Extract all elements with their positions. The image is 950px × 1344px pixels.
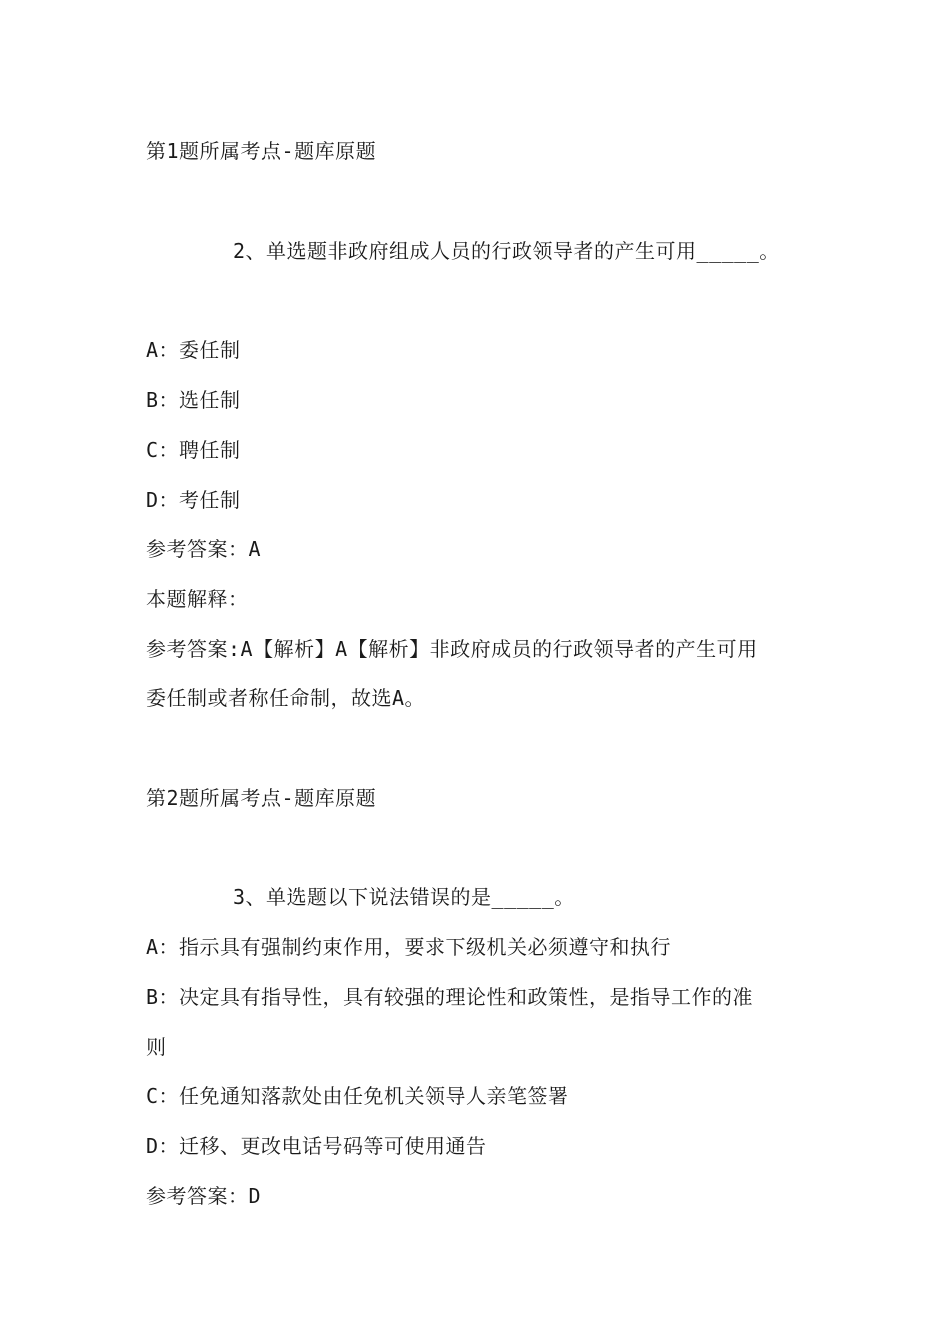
question-3-option-a: A：指示具有强制约束作用，要求下级机关必须遵守和执行 bbox=[146, 935, 672, 959]
question-2-source-heading: 第2题所属考点-题库原题 bbox=[146, 786, 377, 810]
question-2-explanation-line-1: 参考答案:A【解析】A【解析】非政府成员的行政领导者的产生可用 bbox=[146, 637, 758, 661]
question-2-answer: 参考答案：A bbox=[146, 537, 262, 561]
question-2-option-a: A：委任制 bbox=[146, 338, 241, 362]
question-2-explanation-line-2: 委任制或者称任命制，故选A。 bbox=[146, 686, 426, 710]
question-2-explanation-heading: 本题解释： bbox=[146, 587, 249, 611]
question-3-answer: 参考答案：D bbox=[146, 1184, 262, 1208]
question-3-option-b-continued: 则 bbox=[146, 1035, 167, 1059]
question-2-option-d: D：考任制 bbox=[146, 488, 241, 512]
question-3-option-c: C：任免通知落款处由任免机关领导人亲笔签署 bbox=[146, 1084, 569, 1108]
question-3-prompt: 3、单选题以下说法错误的是_____。 bbox=[233, 885, 575, 909]
question-3-option-b: B：决定具有指导性，具有较强的理论性和政策性，是指导工作的准 bbox=[146, 985, 754, 1009]
question-2-option-c: C：聘任制 bbox=[146, 438, 241, 462]
question-2-option-b: B：选任制 bbox=[146, 388, 241, 412]
question-1-source-heading: 第1题所属考点-题库原题 bbox=[146, 139, 377, 163]
question-2-prompt: 2、单选题非政府组成人员的行政领导者的产生可用_____。 bbox=[233, 239, 780, 263]
question-3-option-d: D：迁移、更改电话号码等可使用通告 bbox=[146, 1134, 487, 1158]
